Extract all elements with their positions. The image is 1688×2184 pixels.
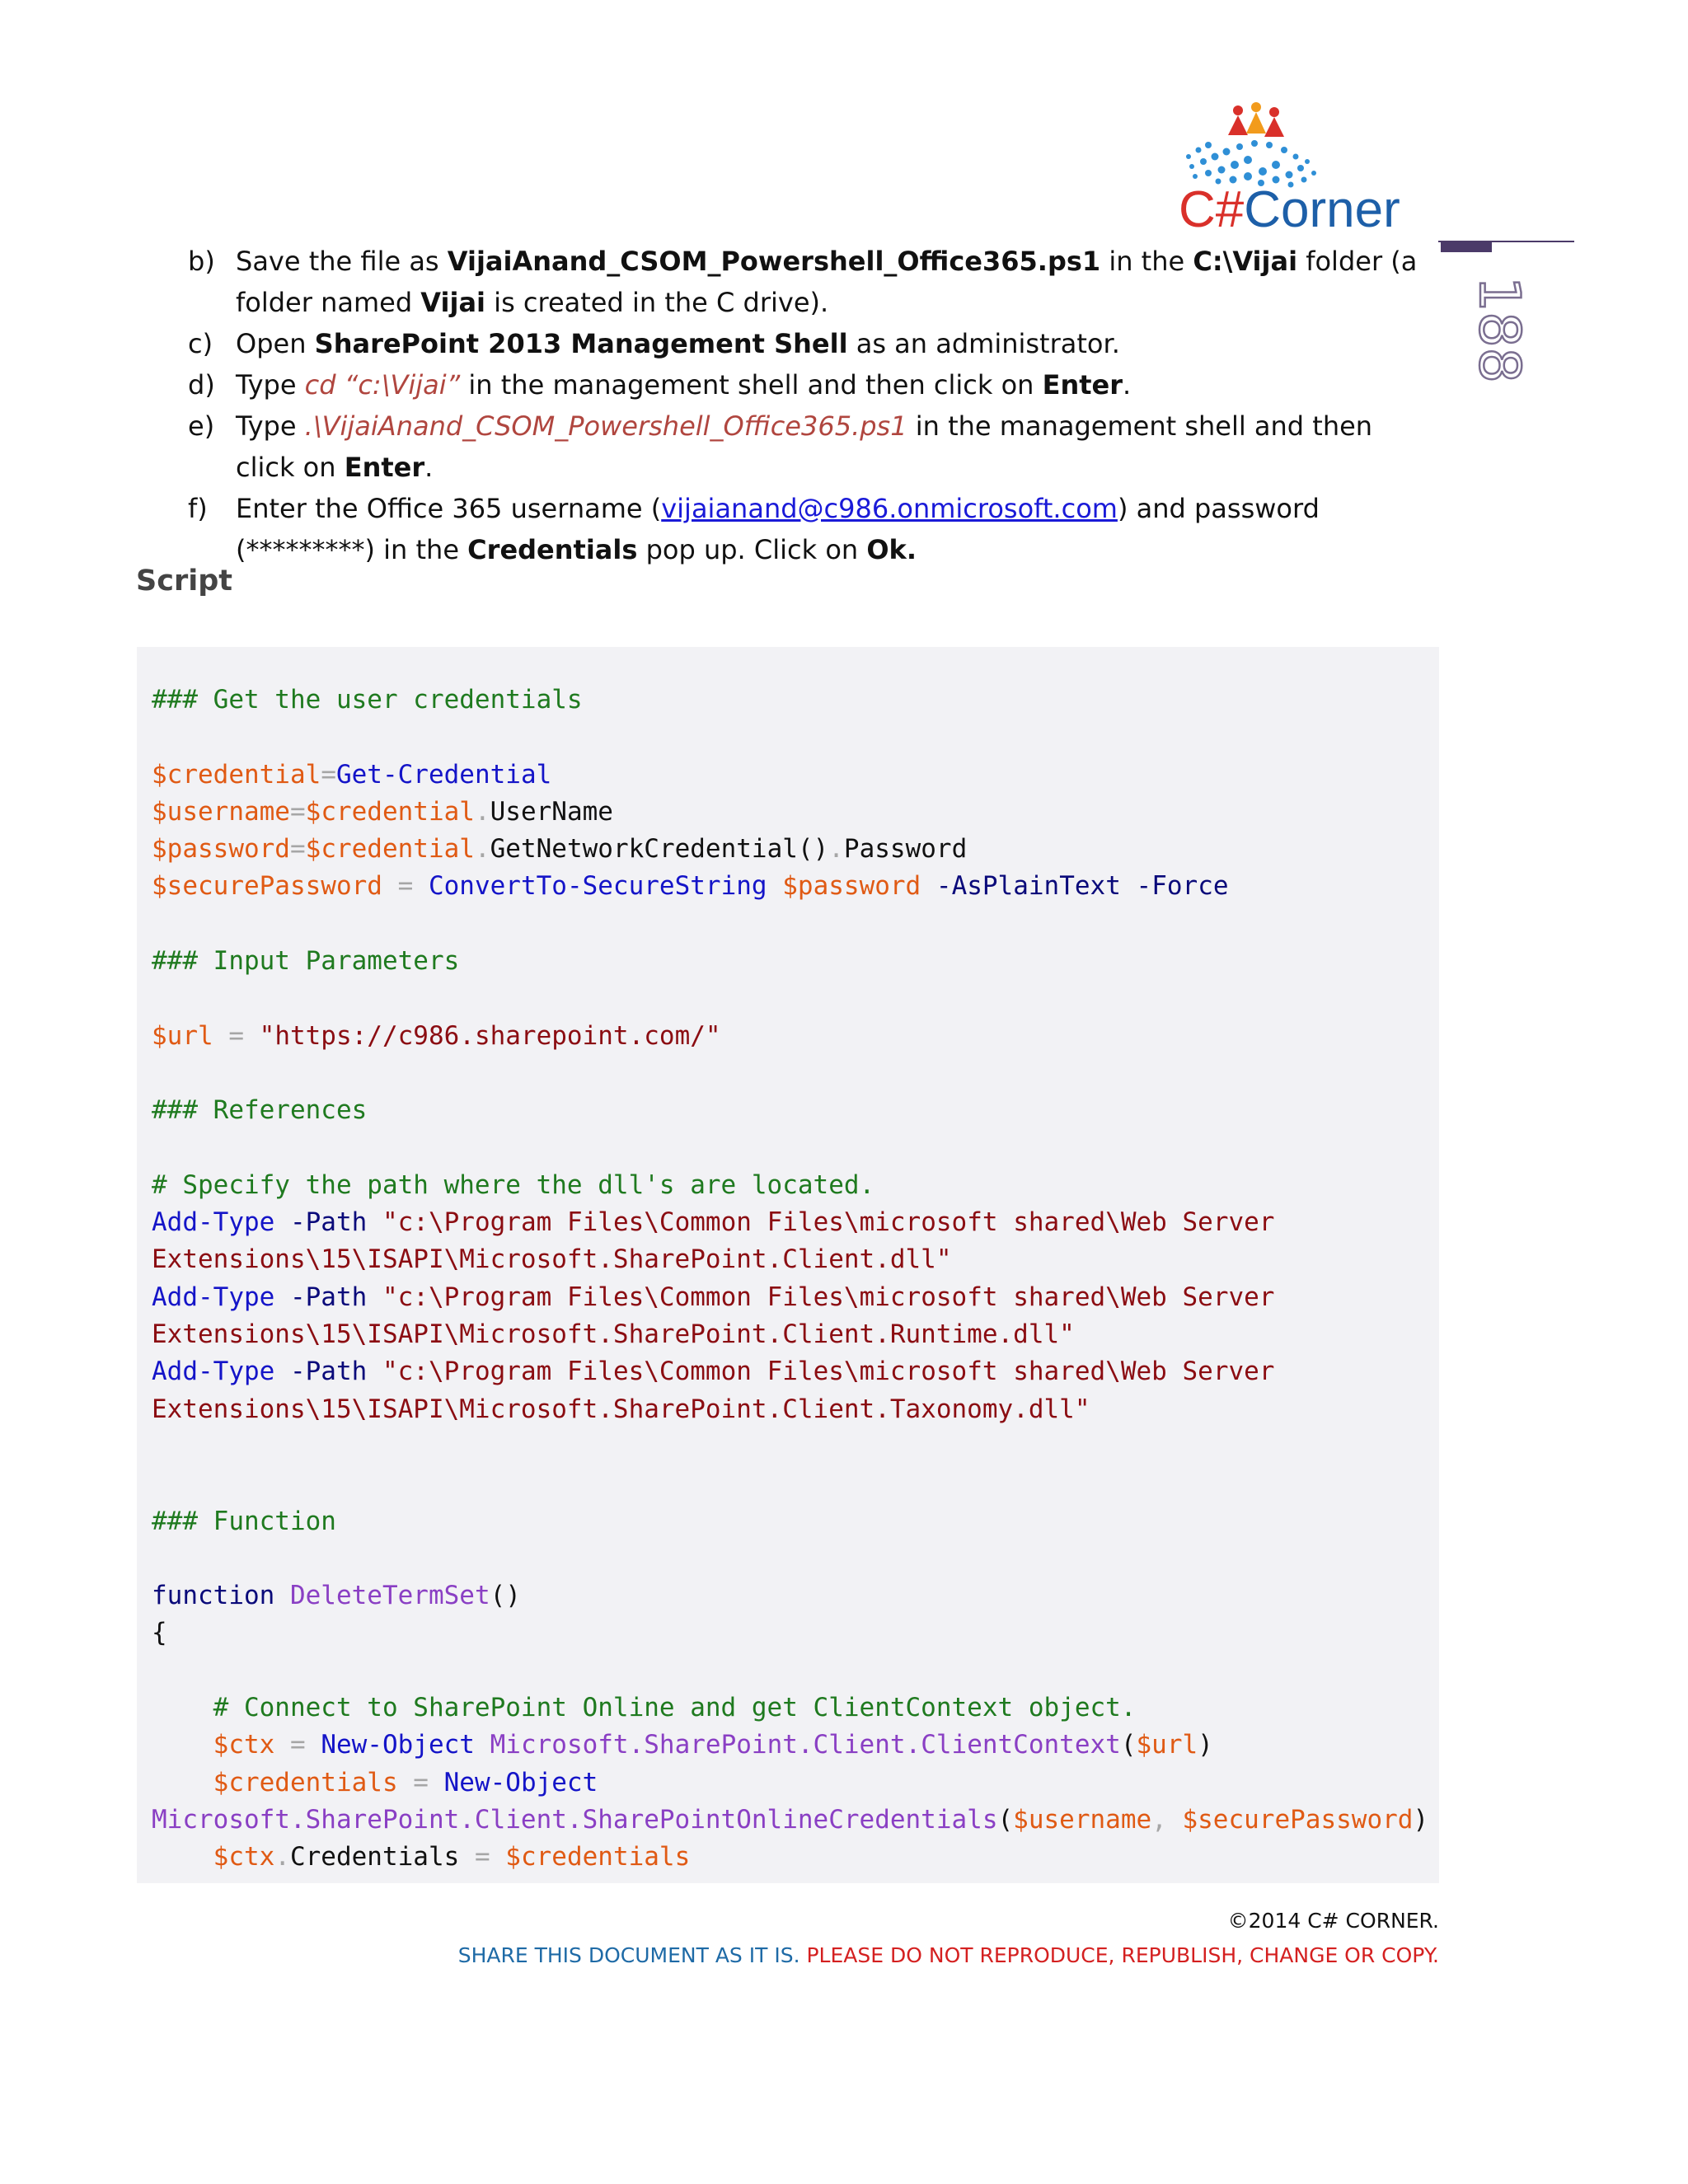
inline-command: .\VijaiAnand_CSOM_Powershell_Office365.ps1 bbox=[304, 410, 907, 442]
email-link[interactable]: vijaianand@c986.onmicrosoft.com bbox=[661, 493, 1118, 524]
script-heading: Script bbox=[136, 565, 232, 598]
step-e: e) Type .\VijaiAnand_CSOM_Powershell_Office365.ps1 in the management shell and then click on Enter. bbox=[188, 405, 1424, 488]
powershell-script: ### Get the user credentials $credential=Get-Credential $username=$credential.UserName $password=$credential.GetNetworkCredential().Password $securePassword = ConvertTo-SecureString $password -AsPlainText -Force ### Input Parameters $url = "https://c986.sharepoint.com/" ### References # Specify the path where the dll's are located. Add-Type -Path "c:\Program Files\Common Files\microsoft shared\Web Server Extensions\15\ISAPI\Microsoft.SharePoint.Client.dll" Add-Type -Path "c:\Program Files\Common Files\microsoft shared\Web Server Extensions\15\ISAPI\Microsoft.SharePoint.Client.Runtime.dll" Add-Type -Path "c:\Program Files\Common Files\microsoft shared\Web Server Extensions\15\ISAPI\Microsoft.SharePoint.Client.Taxonomy.dll" ### Function function DeleteTermSet() { # Connect to SharePoint Online and get ClientContext object. $ctx = New-Object Microsoft.SharePoint.Client.ClientContext($url) $credentials = New-Object Microsoft.SharePoint.Client.SharePointOnlineCredentials($username, $securePassword) $ctx.Credentials = $credentials bbox=[152, 685, 1429, 1872]
logo-csharp: C# bbox=[1179, 181, 1245, 238]
logo-corner: Corner bbox=[1244, 181, 1400, 238]
step-letter: b) bbox=[188, 246, 215, 277]
step-letter: c) bbox=[188, 328, 213, 359]
logo-globe-icon bbox=[1170, 99, 1426, 190]
share-notice-blue: SHARE THIS DOCUMENT AS IT IS. bbox=[457, 1943, 807, 1967]
step-c: c) Open SharePoint 2013 Management Shell as an administrator. bbox=[188, 323, 1424, 364]
step-letter: f) bbox=[188, 493, 208, 524]
step-letter: e) bbox=[188, 410, 215, 442]
code-block bbox=[137, 647, 1439, 1883]
inline-command: cd “c:\Vijai” bbox=[304, 369, 461, 401]
logo-wordmark bbox=[1179, 181, 1400, 239]
step-letter: d) bbox=[188, 369, 215, 401]
step-d: d) Type cd “c:\Vijai” in the management shell and then click on Enter. bbox=[188, 364, 1424, 405]
share-notice-red: PLEASE DO NOT REPRODUCE, REPUBLISH, CHANGE OR COPY. bbox=[806, 1943, 1439, 1967]
page-number: 188 bbox=[1466, 276, 1531, 383]
steps-list bbox=[188, 241, 1424, 570]
step-f: f) Enter the Office 365 username (vijaianand@c986.onmicrosoft.com) and password (*********) in the Credentials pop up. Click on Ok. bbox=[188, 488, 1424, 570]
copyright-notice: ©2014 C# CORNER. bbox=[1227, 1909, 1439, 1933]
csharp-corner-logo bbox=[1170, 99, 1426, 239]
share-notice bbox=[458, 1941, 1439, 1971]
step-b: b) Save the file as VijaiAnand_CSOM_Powershell_Office365.ps1 in the C:\Vijai folder (a folder named Vijai is created in the C drive). bbox=[188, 241, 1424, 323]
